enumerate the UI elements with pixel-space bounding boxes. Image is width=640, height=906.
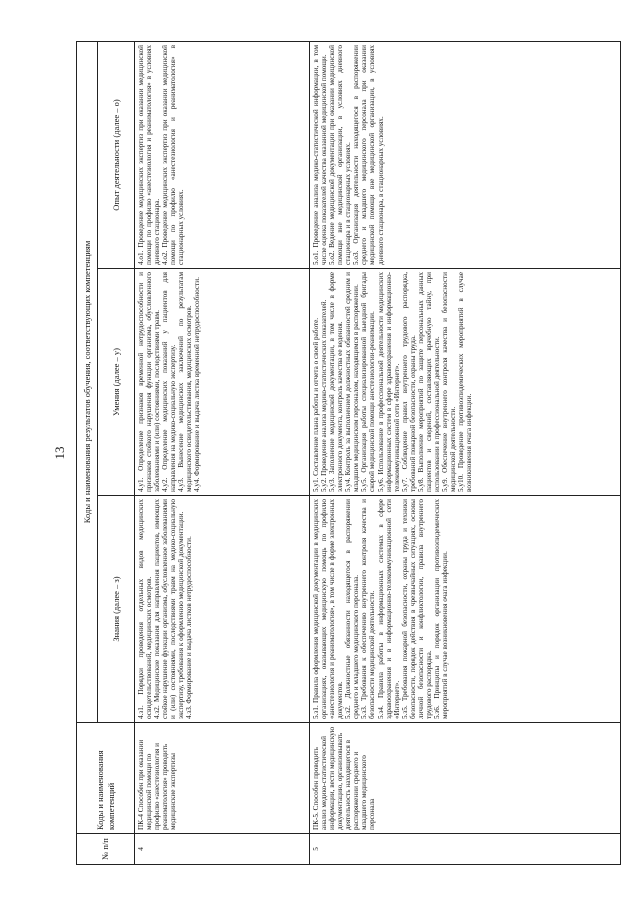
header-skills: Умения (далее – у)	[98, 269, 135, 496]
skills-item: 4.у4. Формирование и выдача листка временной нетрудоспособности.	[193, 277, 202, 492]
skills-cell	[310, 269, 621, 496]
header-codes: Коды и наименования компетенций	[77, 723, 135, 834]
rotated-content	[50, 41, 606, 865]
knowledge-item: 4.з1. Порядки проведения отдельных видов медицинских освидетельствований, медицинских осмотров.	[137, 499, 154, 719]
skills-item: 4.у1. Определение признаков временной нетрудоспособности и признаков стойкого нарушения функции организма, обусловленного заболеваниями и (или) состояниями, последствиями травм.	[137, 272, 162, 492]
header-experience: Опыт деятельности (далее – о)	[98, 42, 135, 269]
skills-item: 5.у5. Организация работы специализированной выездной бригады скорой медицинской помощи анестезиологии-реанимации.	[360, 272, 377, 492]
table-body	[135, 42, 621, 865]
page-number: 13	[52, 446, 67, 460]
header-num: № п/п	[77, 834, 135, 865]
competency-cell: ПК-5. Способен проводить анализ медико-статистической информации, вести медицинскую документацию, организовывать деятельность находящегося в распоряжении среднего и младшего медицинского персонала	[310, 723, 621, 834]
knowledge-item: 5.з1. Правила оформления медицинской документации в медицинских организациях, оказывающих медицинскую помощь по профилю «анестезиология и реаниматология», в том числе в форме электронных документов.	[312, 499, 345, 719]
experience-cell	[135, 42, 310, 269]
header-results: Коды и наименования результатов обучения, соответствующих компетенциям	[77, 42, 98, 723]
skills-cell	[135, 269, 310, 496]
skills-item: 5.у8. Выполнение мероприятий по защите персональных данных пациентов и сведений, составляющих врачебную тайну, при использовании в профессиональной деятельности.	[416, 272, 441, 492]
skills-item: 4.у2. Определение медицинских показаний у пациентов для направления на медико-социальную экспертизу.	[161, 272, 178, 492]
skills-item: 5.у6. Использование в профессиональной деятельности медицинских информационных систем в сфере здравоохранения и информационно-телекоммуникационной сети «Интернет».	[376, 272, 401, 492]
knowledge-item: 4.з3. Формирование и выдача листков нетрудоспособности.	[185, 536, 194, 719]
skills-item: 5.у1. Составление плана работы и отчета о своей работе.	[312, 317, 320, 492]
knowledge-item: 4.з2. Медицинские показания для направления пациентов, имеющих стойкое нарушение функции организма, обусловленное заболеваниями и (или) состояниями, последствиями травм на медико-социальную экспертизу, требования к оформлению медицинской документации.	[153, 499, 186, 719]
skills-item: 5.у7. Соблюдение правил внутреннего трудового распорядка, требований пожарной безопасности, охраны труда.	[400, 272, 417, 492]
row-number: 4	[135, 834, 310, 865]
experience-cell	[310, 42, 621, 269]
skills-item: 5.у4. Контроль за выполнением должностных обязанностей средним и младшим медицинским персоналом, находящимся в распоряжении.	[344, 272, 361, 492]
skills-item: 5.у9. Обеспечение внутреннего контроля качества и безопасности медицинской деятельности.	[441, 272, 458, 492]
experience-item: 5.о2. Ведение медицинской документации при оказании медицинской помощи вне медицинской организации, в условиях дневного стационара и в стационарных условиях.	[328, 45, 353, 265]
skills-item: 5.у3. Заполнение медицинской документации, в том числе в форме электронного документа, контроль качества ее ведения.	[328, 272, 345, 492]
experience-item: 4.о1. Проведение медицинских экспертиз при оказании медицинской помощи по профилю «анестезиология и реаниматология» в условиях дневного стационара.	[137, 45, 162, 265]
table-row	[135, 42, 310, 865]
knowledge-item: 5.з5. Требования пожарной безопасности, охраны труда и техники безопасности, порядок действия в чрезвычайных ситуациях, основы личной безопасности и конфликтологии, правила внутреннего трудового распорядка.	[400, 499, 433, 719]
skills-item: 4.у3. Вынесение медицинских заключений по результатам медицинского освидетельствования, медицинских осмотров.	[177, 272, 194, 492]
experience-item: 5.о1. Проведение анализа медико-статистической информации, в том числе оценка показателей качества оказанной медицинской помощи.	[312, 45, 329, 265]
knowledge-item: 5.з3. Требования к обеспечению внутреннего контроля качества и безопасности медицинской деятельности.	[360, 499, 377, 719]
header-knowledge: Знания (далее – з)	[98, 496, 135, 723]
skills-item: 5.у10. Проведение противоэпидемических мероприятий в случае возникновения очага инфекции.	[457, 272, 474, 492]
knowledge-item: 5.з6. Принципы и порядок организации противоэпидемических мероприятий в случае возникновения очага инфекции.	[432, 499, 449, 719]
knowledge-cell	[135, 496, 310, 723]
experience-item: 5.о3. Организация деятельности находящегося в распоряжении среднего и младшего медицинского персонала при оказании медицинской помощи вне медицинской организации, в условиях дневного стационара, в стационарных условиях.	[352, 45, 385, 265]
competency-cell: ПК-4 Способен при оказании медицинской помощи по профилю «анестезиология и реаниматология» проводить медицинские экспертизы	[135, 723, 310, 834]
skills-item: 5.у2. Проведение анализа медико-статистических показателей.	[320, 299, 329, 492]
knowledge-cell	[310, 496, 621, 723]
knowledge-item: 5.з2. Должностные обязанности находящегося в распоряжении среднего и младшего медицинского персонала.	[344, 499, 361, 719]
knowledge-item: 5.з4. Правила работы в информационных системах в сфере здравоохранения и в информационно-телекоммуникационной сети «Интернет».	[376, 499, 401, 719]
table-row	[310, 42, 621, 865]
competency-table	[76, 41, 621, 865]
experience-item: 4.о2. Проведение медицинских экспертиз при оказании медицинской помощи по профилю «анестезиология и реаниматология» в стационарных условиях.	[161, 45, 186, 265]
row-number: 5	[310, 834, 621, 865]
